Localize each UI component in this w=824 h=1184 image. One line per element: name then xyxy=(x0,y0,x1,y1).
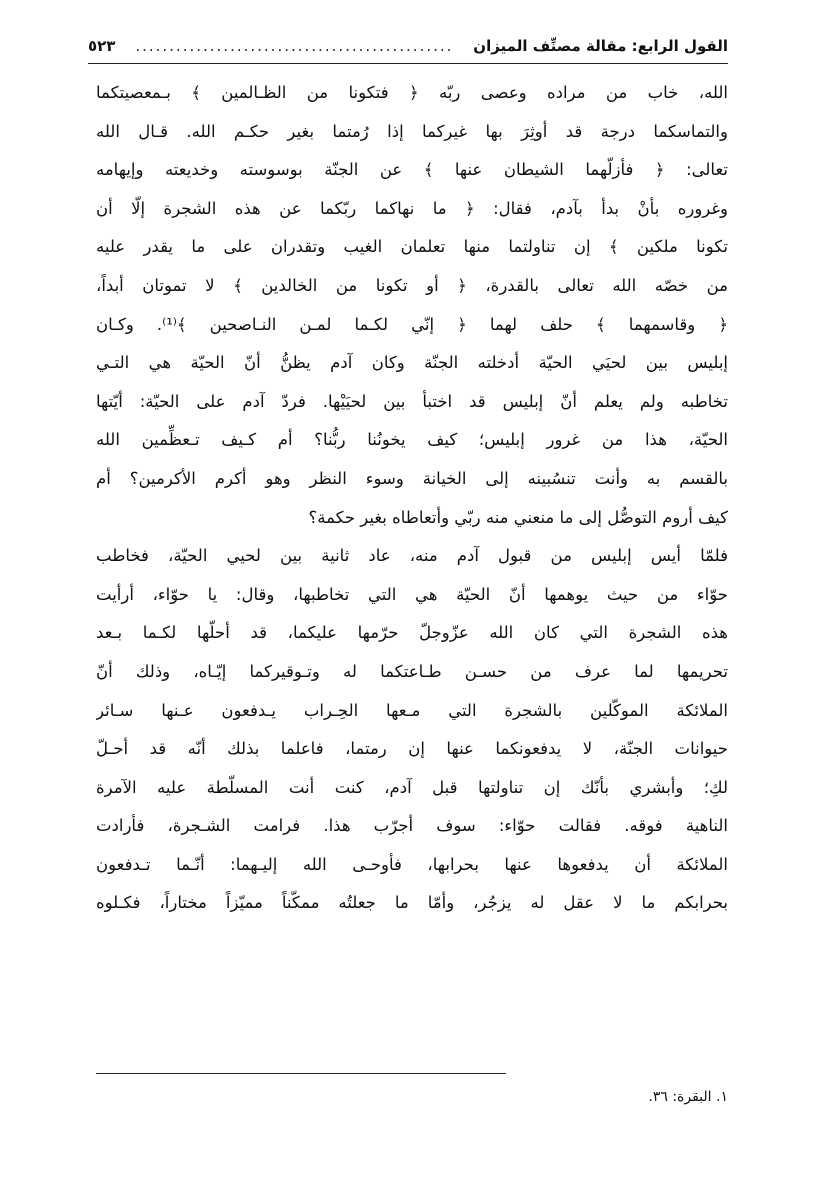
text-line: فلمّا أيس إبليس من قبول آدم منه، عاد ثانية بين لحيي الحيّة، فخاطب xyxy=(96,546,728,566)
text-line-paragraph-end: كيف أروم التوصُّل إلى ما منعني منه ربّي وأتعاطاه بغير حكمة؟ xyxy=(308,507,728,527)
text-line: من خصّه الله تعالى بالقدرة، ﴿ أو تكونا من الخالدين ﴾ لا تموتان أبداً، xyxy=(96,275,728,295)
text-line: حوّاء من حيث يوهمها أنّ الحيّة هي التي تخاطبها، وقال: يا حوّاء، أرأيت xyxy=(96,584,728,604)
text-line: تخاطبه ولم يعلم أنّ إبليس قد اختبأ بين لحيَيْها. فردّ آدم على الحيّة: أيّتها xyxy=(96,391,728,411)
text-line: لكِ؛ وأبشري بأنّك إن تناولتها قبل آدم، كنت أنت المسلّطة عليه الآمرة xyxy=(96,777,728,797)
text-line: بحرابكم ما لا عقل له يزجُر، وأمّا ما جعلتُه ممكّناً مميّزاً مختاراً، فكـلوه xyxy=(96,893,728,913)
text-line: تكونا ملكين ﴾ إن تناولتما منها تعلمان الغيب وتقدران على ما يقدر عليه xyxy=(96,237,728,257)
text-line: الملائكة الموكّلين بالشجرة التي مـعها الحِـراب يـدفعون عـنها سـائر xyxy=(96,700,728,720)
header-rule xyxy=(88,63,728,64)
text-line: إبليس بين لحيَي الحيّة أدخلته الجنّة وكان آدم يظنُّ أنّ الحيّة هي التـي xyxy=(96,353,728,373)
text-line: هذه الشجرة التي كان الله عزّوجلّ حرّمها عليكما، قد أحلّها لكـما بـعد xyxy=(96,623,728,643)
leader-dots: ............................................... xyxy=(135,37,454,55)
text-line: وغروره بأنْ بدأ بآدم، فقال: ﴿ ما نهاكما ربّكما عن هذه الشجرة إلّا أن xyxy=(96,198,728,218)
text-line: ﴿ وقاسمهما ﴾ حلف لهما ﴿ إنّي لكـما لمـن النـاصحين ﴾⁽¹⁾. وكـان xyxy=(96,314,728,334)
text-line: الله، خاب من مراده وعصى ربّه ﴿ فتكونا من الظـالمين ﴾ بـمعصيتكما xyxy=(96,83,728,102)
text-line: الحيّة، هذا من غرور إبليس؛ كيف يخونُنا ربُّنا؟ أم كـيف تـعظِّمين الله xyxy=(96,430,728,450)
text-line: تعالى: ﴿ فأزلّهما الشيطان عنها ﴾ عن الجنّة بوسوسته وخديعته وإيهامه xyxy=(96,160,728,180)
text-line: الناهية فوقه. فقالت حوّاء: سوف أجرّب هذا. فرامت الشـجرة، فأرادت xyxy=(96,816,728,836)
footnote: ١. البقرة: ٣٦. xyxy=(648,1089,728,1105)
footnote-rule xyxy=(96,1073,506,1074)
text-line: تحريمها لما عرف من حسـن طـاعتكما له وتـوقيركما إيّـاه، وذلك أنّ xyxy=(96,661,728,681)
running-header xyxy=(88,34,728,58)
body-text xyxy=(96,74,728,923)
text-line: بالقسم به وأنت تنسُبينه إلى الخيانة وسوء النظر وهو أكرم الأكرمين؟ أم xyxy=(96,468,728,488)
text-line: حيوانات الجنّة، لا يدفعونكما عنها إن رمتما، فاعلما بذلك أنّه قد أحـلّ xyxy=(96,739,728,759)
text-line: الملائكة أن يدفعوها عنها بحرابها، فأوحـى الله إليـهما: أنّـما تـدفعون xyxy=(96,854,728,874)
page-number: ٥٢٣ xyxy=(88,37,116,55)
text-line: والتماسكما درجة قد أوثِرَ بها غيركما إذا رُمتما بغير حكـم الله. قـال الله xyxy=(96,121,728,141)
chapter-title: القول الرابع: مقالة مصنِّف الميزان xyxy=(473,37,728,55)
